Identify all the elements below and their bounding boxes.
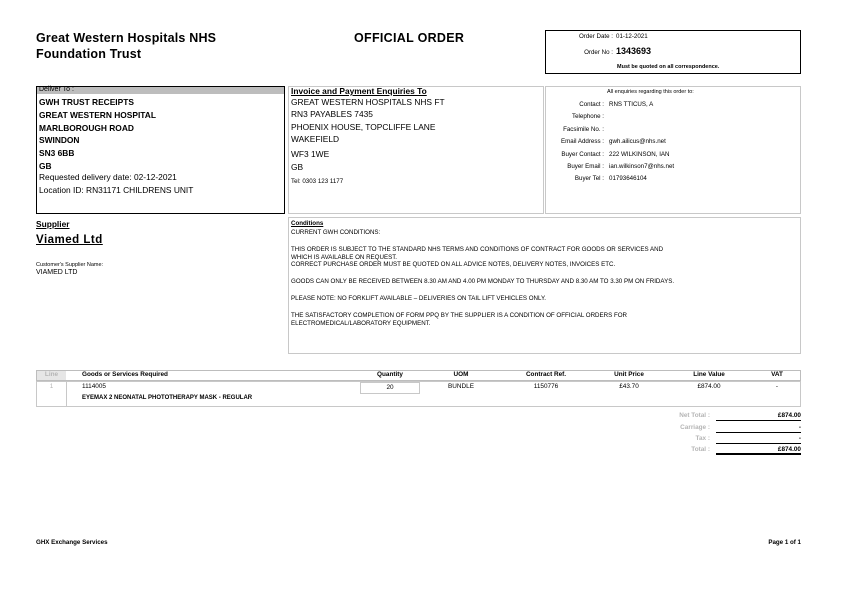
fax-value <box>609 126 674 138</box>
condition-line: CURRENT GWH CONDITIONS: <box>291 229 381 236</box>
contact-value: RNS TTICUS, A <box>609 101 654 108</box>
buyer-tel-label: Buyer Tel : <box>574 175 604 183</box>
supplier-name: Viamed Ltd <box>36 234 103 246</box>
address-line: SWINDON <box>39 135 80 146</box>
row-contract-ref: 1150776 <box>533 383 559 390</box>
condition-line: ELECTROMEDICAL/LABORATORY EQUIPMENT. <box>291 319 431 327</box>
customer-supplier-name-label: Customer's Supplier Name: <box>36 262 104 268</box>
header-quantity: Quantity <box>377 371 403 378</box>
header-uom: UOM <box>453 371 469 378</box>
customer-supplier-name: VIAMED LTD <box>36 269 78 276</box>
address-line: RN3 PAYABLES 7435 <box>291 109 373 120</box>
fax-label: Facsimile No. : <box>563 125 604 133</box>
footer-left: GHX Exchange Services <box>36 539 108 546</box>
carriage-label: Carriage : <box>680 424 710 431</box>
header-goods: Goods or Services Required <box>82 371 168 378</box>
email-label: Email Address : <box>561 138 604 146</box>
deliver-to-heading: Deliver To : <box>39 86 74 93</box>
condition-line: CORRECT PURCHASE ORDER MUST BE QUOTED ON ALL ADVICE NOTES, DELIVERY NOTES, INVOICES ETC. <box>291 261 616 268</box>
condition-line <box>291 237 799 245</box>
condition-line <box>291 303 799 311</box>
organisation-name <box>36 31 216 62</box>
address-line: WF3 1WE <box>291 149 330 160</box>
row-item-code: 1114005 <box>82 383 106 390</box>
buyer-tel-value: 01793646104 <box>609 175 647 183</box>
buyer-email-value: ian.wilkinson7@nhs.net <box>609 162 675 170</box>
address-line: MARLBOROUGH ROAD <box>39 122 134 133</box>
address-line: GWH TRUST RECEIPTS <box>39 97 134 107</box>
header-contract: Contract Ref. <box>525 371 567 378</box>
condition-line <box>291 269 799 277</box>
location-id: Location ID: RN31171 CHILDRENS UNIT <box>39 185 194 195</box>
enquiries-note: All enquiries regarding this order to: <box>607 89 694 95</box>
order-no-label: Order No : <box>584 49 613 56</box>
condition-line: PLEASE NOTE: NO FORKLIFT AVAILABLE – DELIVERIES ON TAIL LIFT VEHICLES ONLY. <box>291 295 547 302</box>
row-vat: - <box>775 383 779 390</box>
header-line-value: Line Value <box>693 371 725 378</box>
header-line: Line <box>44 371 59 378</box>
net-total-value: £874.00 <box>777 412 801 419</box>
conditions-heading: Conditions <box>291 220 324 227</box>
condition-line: WHICH IS AVAILABLE ON REQUEST. <box>291 253 398 261</box>
supplier-heading: Supplier <box>36 219 70 229</box>
buyer-email-label: Buyer Email : <box>567 162 604 170</box>
total-label: Total : <box>691 446 710 453</box>
invoice-address <box>291 97 445 172</box>
buyer-contact-value: 222 WILKINSON, IAN <box>609 150 670 158</box>
contact-label: Contact : <box>579 101 604 108</box>
invoice-heading: Invoice and Payment Enquiries To <box>291 86 427 96</box>
order-date-label: Order Date : <box>578 33 613 40</box>
tax-value: - <box>798 435 801 442</box>
order-number: 1343693 <box>616 46 652 56</box>
telephone-value <box>609 113 674 125</box>
net-total-label: Net Total : <box>679 412 710 419</box>
condition-line: GOODS CAN ONLY BE RECEIVED BETWEEN 8.30 AM AND 4.00 PM MONDAY TO THURSDAY AND 8.30 AM TO 3.30 PM ON FRIDAYS. <box>291 278 675 285</box>
enquiry-values <box>609 101 674 188</box>
address-line: GB <box>291 161 304 172</box>
row-uom: BUNDLE <box>448 383 474 390</box>
requested-delivery-date: Requested delivery date: 02-12-2021 <box>39 172 177 182</box>
organisation-name-line2: Foundation Trust <box>36 46 142 61</box>
row-unit-price: £43.70 <box>619 383 639 390</box>
invoice-tel: Tel: 0303 123 1177 <box>291 178 344 185</box>
header-vat: VAT <box>771 371 783 378</box>
address-line: SN3 6BB <box>39 148 75 159</box>
address-line: PHOENIX HOUSE, TOPCLIFFE LANE <box>291 121 436 132</box>
row-line-number: 1 <box>49 383 54 390</box>
address-line: WAKEFIELD <box>291 134 340 145</box>
page-number: Page 1 of 1 <box>768 539 801 546</box>
order-quote-note: Must be quoted on all correspondence. <box>617 64 720 70</box>
header-unit-price: Unit Price <box>614 371 644 378</box>
buyer-contact-label: Buyer Contact : <box>561 150 604 158</box>
address-line: GREAT WESTERN HOSPITALS NHS FT <box>291 97 445 107</box>
row-description: EYEMAX 2 NEONATAL PHOTOTHERAPY MASK - REGULAR <box>82 395 253 401</box>
row-line-value: £874.00 <box>697 383 721 390</box>
address-line: GB <box>39 160 52 171</box>
organisation-name-line1: Great Western Hospitals NHS <box>36 31 217 45</box>
order-date: 01-12-2021 <box>616 33 648 40</box>
address-line: GREAT WESTERN HOSPITAL <box>39 109 156 120</box>
deliver-to-address <box>39 97 156 171</box>
carriage-value: - <box>798 424 801 431</box>
total-value: £874.00 <box>777 446 801 453</box>
row-quantity: 20 <box>386 384 394 391</box>
condition-line <box>291 286 799 294</box>
conditions-text <box>291 229 799 327</box>
condition-line: THE SATISFACTORY COMPLETION OF FORM PPQ BY THE SUPPLIER IS A CONDITION OF OFFICIAL ORDERS FOR <box>291 312 628 319</box>
email-value: gwh.ailicus@nhs.net <box>609 138 666 146</box>
document-title: OFFICIAL ORDER <box>354 31 465 45</box>
tax-label: Tax : <box>695 435 710 442</box>
enquiry-labels <box>545 101 604 188</box>
condition-line: THIS ORDER IS SUBJECT TO THE STANDARD NHS TERMS AND CONDITIONS OF CONTRACT FOR GOODS OR SERVICES AND <box>291 246 664 253</box>
telephone-label: Telephone : <box>572 113 604 121</box>
deliver-to-heading-bar <box>37 87 284 94</box>
